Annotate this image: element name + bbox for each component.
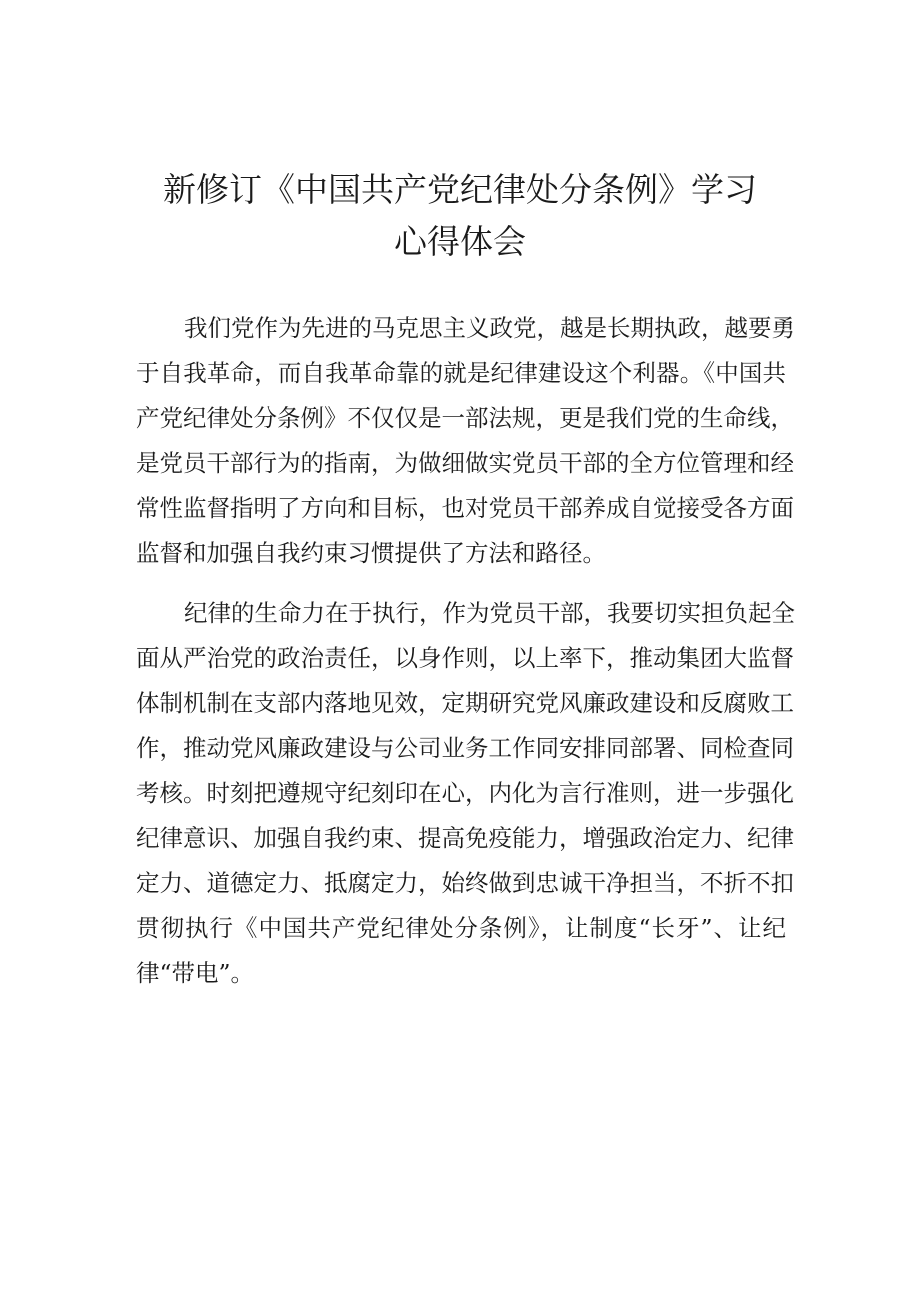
paragraph-1-line-2: 于自我革命，而自我革命靠的就是纪律建设这个利器。《中国共 bbox=[136, 359, 786, 387]
paragraph-2-line-5: 考核。时刻把遵规守纪刻印在心，内化为言行准则，进一步强化 bbox=[136, 779, 794, 807]
document-title-line-1: 新修订《中国共产党纪律处分条例》学习 bbox=[163, 170, 757, 209]
paragraph-2-line-9: 律“带电”。 bbox=[136, 959, 255, 987]
paragraph-2-line-4: 作，推动党风廉政建设与公司业务工作同安排同部署、同检查同 bbox=[136, 734, 794, 762]
paragraph-1-line-1: 我们党作为先进的马克思主义政党，越是长期执政，越要勇 bbox=[184, 314, 795, 342]
paragraph-2-line-7: 定力、道德定力、抵腐定力，始终做到忠诚干净担当，不折不扣 bbox=[136, 869, 794, 897]
paragraph-2-line-1: 纪律的生命力在于执行，作为党员干部，我要切实担负起全 bbox=[184, 599, 795, 627]
paragraph-1-line-5: 常性监督指明了方向和目标，也对党员干部养成自觉接受各方面 bbox=[136, 494, 794, 522]
paragraph-2-line-6: 纪律意识、加强自我约束、提高免疫能力，增强政治定力、纪律 bbox=[136, 824, 794, 852]
paragraph-2-line-2: 面从严治党的政治责任，以身作则，以上率下，推动集团大监督 bbox=[136, 644, 794, 672]
paragraph-1-line-3: 产党纪律处分条例》不仅仅是一部法规，更是我们党的生命线， bbox=[136, 404, 794, 432]
paragraph-2-line-8: 贯彻执行《中国共产党纪律处分条例》，让制度“长牙”、让纪 bbox=[136, 914, 786, 942]
document-title-line-2: 心得体会 bbox=[394, 222, 526, 261]
paragraph-2-line-3: 体制机制在支部内落地见效，定期研究党风廉政建设和反腐败工 bbox=[136, 689, 794, 717]
paragraph-1-line-6: 监督和加强自我约束习惯提供了方法和路径。 bbox=[136, 539, 606, 567]
paragraph-1-line-4: 是党员干部行为的指南，为做细做实党员干部的全方位管理和经 bbox=[136, 449, 794, 477]
